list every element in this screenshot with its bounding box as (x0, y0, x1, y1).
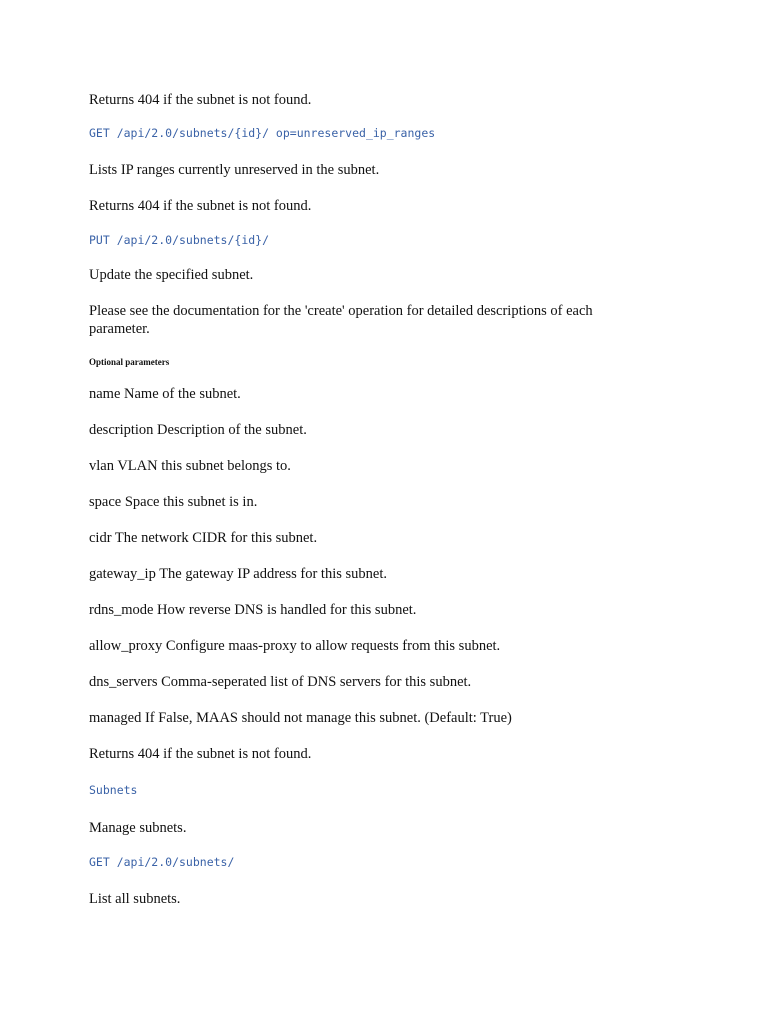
param-description: description Description of the subnet. (89, 422, 307, 438)
returns-404-text: Returns 404 if the subnet is not found. (89, 198, 312, 214)
optional-parameters-heading: Optional parameters (89, 357, 170, 367)
endpoint-get-unreserved-ip-ranges: GET /api/2.0/subnets/{id}/ op=unreserved_ip_ranges (89, 126, 436, 140)
param-vlan: vlan VLAN this subnet belongs to. (89, 458, 291, 474)
endpoint-put-subnet: PUT /api/2.0/subnets/{id}/ (89, 233, 270, 247)
manage-subnets-text: Manage subnets. (89, 820, 187, 836)
param-allow-proxy: allow_proxy Configure maas-proxy to allow requests from this subnet. (89, 638, 501, 654)
list-all-subnets-text: List all subnets. (89, 891, 181, 907)
param-name: name Name of the subnet. (89, 386, 241, 402)
param-rdns-mode: rdns_mode How reverse DNS is handled for this subnet. (89, 602, 417, 618)
endpoint-get-subnets: GET /api/2.0/subnets/ (89, 855, 235, 869)
subnets-section-heading: Subnets (89, 783, 138, 797)
param-gateway-ip: gateway_ip The gateway IP address for this subnet. (89, 566, 387, 582)
returns-404-text: Returns 404 if the subnet is not found. (89, 746, 312, 762)
lists-ip-ranges-text: Lists IP ranges currently unreserved in the subnet. (89, 162, 380, 178)
param-cidr: cidr The network CIDR for this subnet. (89, 530, 318, 546)
update-subnet-text: Update the specified subnet. (89, 267, 254, 283)
param-dns-servers: dns_servers Comma-seperated list of DNS servers for this subnet. (89, 674, 472, 690)
param-space: space Space this subnet is in. (89, 494, 258, 510)
please-see-documentation-text: Please see the documentation for the 'create' operation for detailed descriptions of each parameter. (89, 303, 593, 337)
returns-404-text: Returns 404 if the subnet is not found. (89, 92, 312, 108)
param-managed: managed If False, MAAS should not manage this subnet. (Default: True) (89, 710, 512, 726)
